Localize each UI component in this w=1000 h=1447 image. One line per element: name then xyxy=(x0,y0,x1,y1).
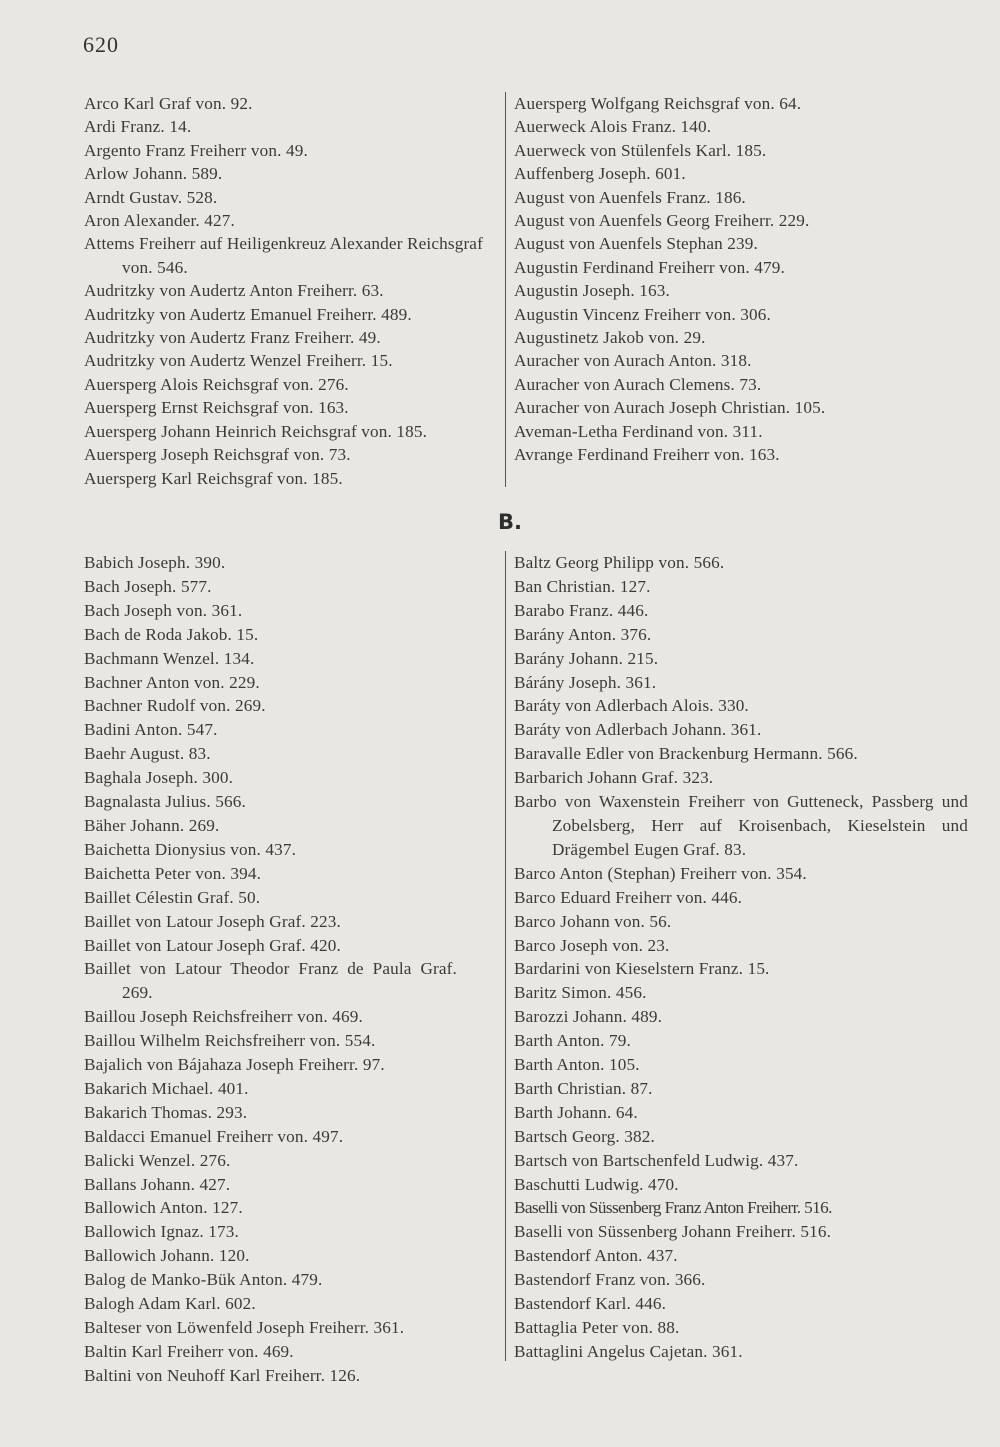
index-entry: Auersperg Karl Reichsgraf von. 185. xyxy=(84,468,343,488)
index-entry: Bartsch von Bartschenfeld Ludwig. 437. xyxy=(514,1150,799,1170)
index-entry: Baehr August. 83. xyxy=(84,744,211,764)
index-entry: Balicki Wenzel. 276. xyxy=(84,1150,231,1170)
index-entry: Arndt Gustav. 528. xyxy=(84,187,218,207)
index-entry: Arco Karl Graf von. 92. xyxy=(84,94,253,113)
section-a-left-column xyxy=(84,92,502,490)
index-entry: Avrange Ferdinand Freiherr von. 163. xyxy=(514,445,780,465)
index-entry: Barth Anton. 105. xyxy=(514,1055,640,1075)
index-entry: Balteser von Löwenfeld Joseph Freiherr. 361. xyxy=(84,1318,405,1337)
index-entry: Baltin Karl Freiherr von. 469. xyxy=(84,1341,294,1361)
index-entry: August von Auenfels Georg Freiherr. 229. xyxy=(514,211,810,231)
section-b-left-column xyxy=(84,551,502,1388)
index-entry: Baltini von Neuhoff Karl Freiherr. 126. xyxy=(84,1365,361,1385)
index-entry: Ballans Johann. 427. xyxy=(84,1174,231,1194)
index-entry: Ban Christian. 127. xyxy=(514,576,651,596)
index-entry: Baselli von Süssenberg Johann Freiherr. 516. xyxy=(514,1222,832,1242)
index-entry: Baillou Joseph Reichsfreiherr von. 469. xyxy=(84,1007,363,1027)
index-entry: Augustin Vincenz Freiherr von. 306. xyxy=(514,304,771,324)
index-entry: Badini Anton. 547. xyxy=(84,720,218,740)
index-entry: Bastendorf Franz von. 366. xyxy=(514,1270,706,1290)
index-entry: Auersperg Joseph Reichsgraf von. 73. xyxy=(84,445,351,465)
index-entry: Attems Freiherr auf Heiligenkreuz Alexander Reichsgraf von. 546. xyxy=(84,234,483,277)
index-entry: Bastendorf Anton. 437. xyxy=(514,1246,678,1266)
index-entry: Baltz Georg Philipp von. 566. xyxy=(514,553,725,572)
index-entry: Baravalle Edler von Brackenburg Hermann. 566. xyxy=(514,744,858,764)
index-entry: Bárány Joseph. 361. xyxy=(514,672,657,692)
index-entry: Bardarini von Kieselstern Franz. 15. xyxy=(514,959,770,979)
index-entry: Baillet von Latour Joseph Graf. 223. xyxy=(84,911,341,931)
index-entry: Bach Joseph. 577. xyxy=(84,576,212,596)
index-entry: Auersperg Johann Heinrich Reichsgraf von. 185. xyxy=(84,421,428,441)
index-entry: Baselli von Süssenberg Franz Anton Freiherr. 516. xyxy=(514,1198,832,1218)
index-entry: Bagnalasta Julius. 566. xyxy=(84,792,246,812)
index-entry: Bakarich Michael. 401. xyxy=(84,1078,249,1098)
index-entry: Ardi Franz. 14. xyxy=(84,117,192,137)
index-entry: Auersperg Alois Reichsgraf von. 276. xyxy=(84,374,349,394)
index-entry: Barbarich Johann Graf. 323. xyxy=(514,768,714,788)
index-entry: Bartsch Georg. 382. xyxy=(514,1126,655,1146)
index-entry: Baillou Wilhelm Reichsfreiherr von. 554. xyxy=(84,1031,376,1051)
index-entry: Bäher Johann. 269. xyxy=(84,815,220,835)
index-entry: Arlow Johann. 589. xyxy=(84,164,223,184)
index-entry: Barth Christian. 87. xyxy=(514,1078,653,1098)
index-entry: Bachmann Wenzel. 134. xyxy=(84,648,255,668)
index-entry: Augustin Joseph. 163. xyxy=(514,281,670,301)
index-entry: Auracher von Aurach Clemens. 73. xyxy=(514,374,762,394)
index-entry: Bachner Anton von. 229. xyxy=(84,672,260,692)
index-entry: Audritzky von Audertz Anton Freiherr. 63. xyxy=(84,281,384,301)
index-entry: Baghala Joseph. 300. xyxy=(84,768,234,788)
index-entry: Bastendorf Karl. 446. xyxy=(514,1294,667,1314)
index-entry: August von Auenfels Franz. 186. xyxy=(514,187,746,207)
index-entry: Barbo von Waxenstein Freiherr von Gutteneck, Passberg und Zobelsberg, Herr auf Kroisenbach, Kieselstein und Drägembel Eugen Graf. 83. xyxy=(514,792,968,859)
index-entry: Battaglia Peter von. 88. xyxy=(514,1318,680,1337)
index-entry: Barth Anton. 79. xyxy=(514,1031,631,1051)
index-entry: Augustinetz Jakob von. 29. xyxy=(514,328,706,348)
index-entry: Baritz Simon. 456. xyxy=(514,983,647,1003)
index-entry: Aron Alexander. 427. xyxy=(84,211,235,231)
index-entry: Barány Anton. 376. xyxy=(514,624,652,644)
index-entry: Battaglini Angelus Cajetan. 361. xyxy=(514,1341,743,1361)
column-divider xyxy=(505,551,506,1361)
index-entry: Auffenberg Joseph. 601. xyxy=(514,164,686,184)
index-entry: Balog de Manko-Bük Anton. 479. xyxy=(84,1270,323,1290)
index-entry: Auerweck Alois Franz. 140. xyxy=(514,117,712,137)
index-entry: Ballowich Ignaz. 173. xyxy=(84,1222,239,1242)
index-entry: Bakarich Thomas. 293. xyxy=(84,1102,248,1122)
index-entry: Barco Johann von. 56. xyxy=(514,911,672,931)
index-entry: Auracher von Aurach Joseph Christian. 105. xyxy=(514,398,826,418)
index-entry: Barco Joseph von. 23. xyxy=(514,935,670,955)
section-heading-b: B. xyxy=(498,510,522,534)
index-entry: Ballowich Johann. 120. xyxy=(84,1246,250,1266)
column-divider xyxy=(505,92,506,487)
index-entry: Audritzky von Audertz Wenzel Freiherr. 15. xyxy=(84,351,393,371)
index-entry: Baichetta Dionysius von. 437. xyxy=(84,839,297,859)
index-entry: Audritzky von Audertz Emanuel Freiherr. 489. xyxy=(84,304,412,324)
section-a-right-column xyxy=(514,92,934,467)
index-entry: Baichetta Peter von. 394. xyxy=(84,863,262,883)
index-entry: Baráty von Adlerbach Alois. 330. xyxy=(514,696,749,716)
index-entry: Auersperg Ernst Reichsgraf von. 163. xyxy=(84,398,349,418)
index-entry: Barozzi Johann. 489. xyxy=(514,1007,663,1027)
index-entry: Baillet Célestin Graf. 50. xyxy=(84,887,261,907)
index-entry: August von Auenfels Stephan 239. xyxy=(514,234,758,254)
index-entry: Bachner Rudolf von. 269. xyxy=(84,696,266,716)
index-entry: Barabo Franz. 446. xyxy=(514,600,649,620)
section-b-right-column xyxy=(514,551,968,1364)
page-number: 620 xyxy=(83,32,119,57)
index-entry: Auracher von Aurach Anton. 318. xyxy=(514,351,752,371)
index-entry: Baillet von Latour Joseph Graf. 420. xyxy=(84,935,341,955)
index-entry: Audritzky von Audertz Franz Freiherr. 49. xyxy=(84,328,381,348)
index-entry: Barth Johann. 64. xyxy=(514,1102,638,1122)
index-entry: Baillet von Latour Theodor Franz de Paula Graf. 269. xyxy=(84,959,457,1003)
index-entry: Baráty von Adlerbach Johann. 361. xyxy=(514,720,762,740)
index-entry: Augustin Ferdinand Freiherr von. 479. xyxy=(514,257,785,277)
index-entry: Barco Anton (Stephan) Freiherr von. 354. xyxy=(514,863,807,883)
index-entry: Aveman-Letha Ferdinand von. 311. xyxy=(514,421,763,441)
index-entry: Argento Franz Freiherr von. 49. xyxy=(84,140,308,160)
index-entry: Baschutti Ludwig. 470. xyxy=(514,1174,679,1194)
index-entry: Bajalich von Bájahaza Joseph Freiherr. 97. xyxy=(84,1055,385,1075)
index-entry: Auersperg Wolfgang Reichsgraf von. 64. xyxy=(514,94,802,113)
index-entry: Baldacci Emanuel Freiherr von. 497. xyxy=(84,1126,344,1146)
index-entry: Babich Joseph. 390. xyxy=(84,553,226,572)
index-entry: Ballowich Anton. 127. xyxy=(84,1198,243,1218)
index-entry: Bach de Roda Jakob. 15. xyxy=(84,624,259,644)
index-entry: Barány Johann. 215. xyxy=(514,648,659,668)
index-entry: Bach Joseph von. 361. xyxy=(84,600,243,620)
index-entry: Barco Eduard Freiherr von. 446. xyxy=(514,887,743,907)
index-entry: Balogh Adam Karl. 602. xyxy=(84,1294,256,1314)
index-entry: Auerweck von Stülenfels Karl. 185. xyxy=(514,140,767,160)
